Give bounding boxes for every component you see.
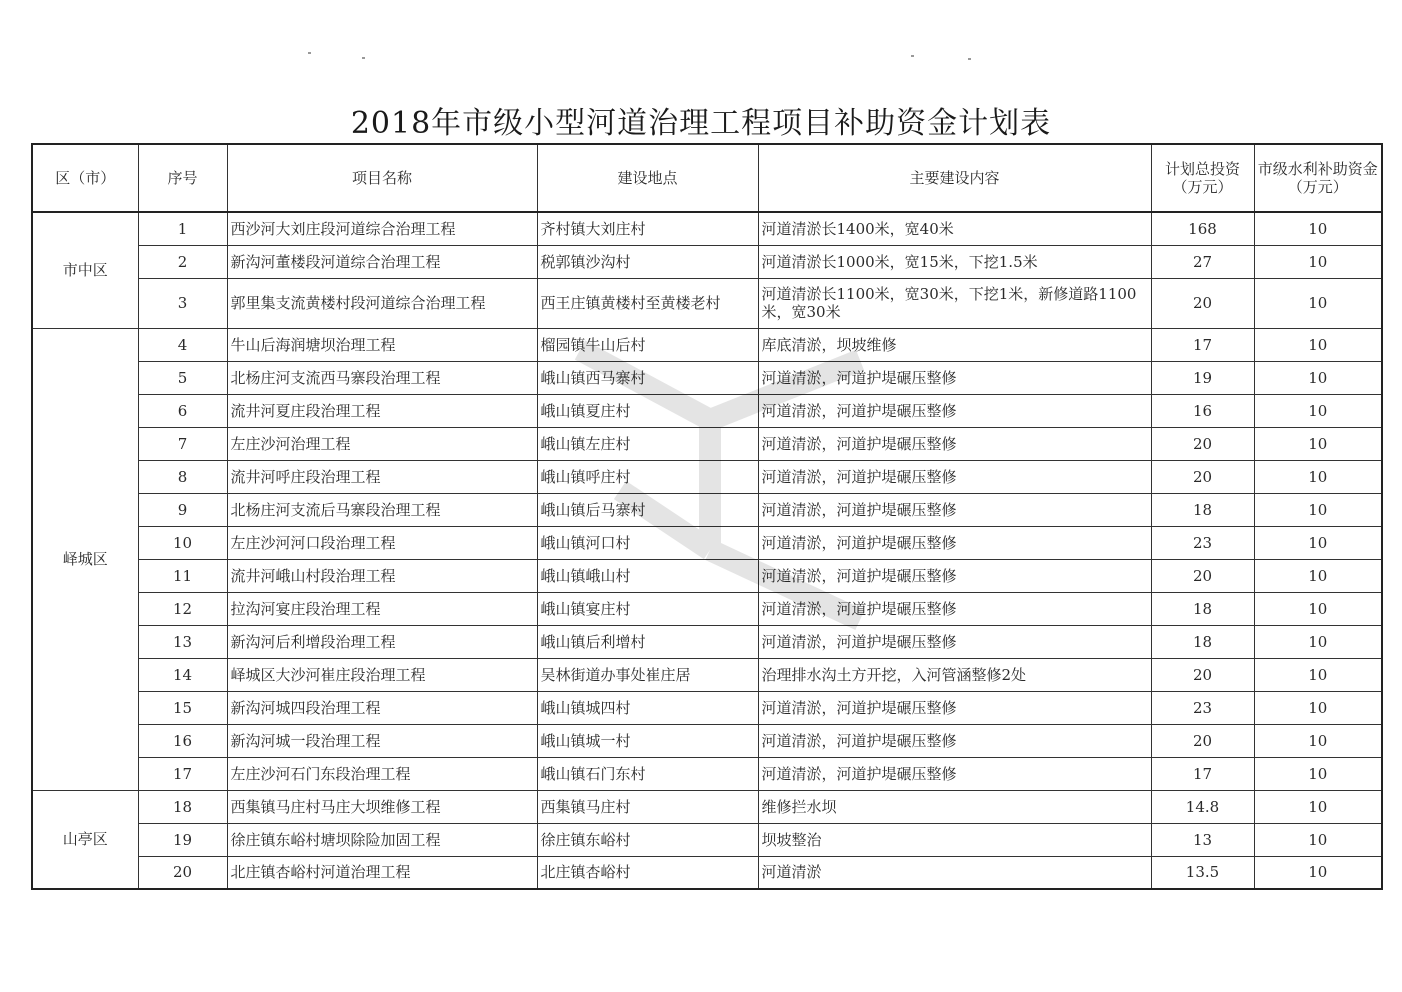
investment-cell: 13 xyxy=(1151,823,1254,856)
content-cell: 河道清淤，河道护堤碾压整修 xyxy=(758,592,1151,625)
row-number-cell: 16 xyxy=(138,724,227,757)
content-cell: 河道清淤，河道护堤碾压整修 xyxy=(758,394,1151,427)
project-name-cell: 流井河峨山村段治理工程 xyxy=(227,559,537,592)
content-cell: 河道清淤，河道护堤碾压整修 xyxy=(758,625,1151,658)
content-cell: 河道清淤长1000米，宽15米，下挖1.5米 xyxy=(758,245,1151,278)
row-number-cell: 17 xyxy=(138,757,227,790)
scan-speck xyxy=(362,57,365,59)
table-row xyxy=(32,427,1382,460)
subsidy-cell: 10 xyxy=(1254,493,1382,526)
subsidy-cell: 10 xyxy=(1254,856,1382,889)
project-name-cell: 拉沟河宴庄段治理工程 xyxy=(227,592,537,625)
investment-cell: 23 xyxy=(1151,691,1254,724)
row-number-cell: 6 xyxy=(138,394,227,427)
table-row xyxy=(32,460,1382,493)
table-row xyxy=(32,212,1382,245)
subsidy-cell: 10 xyxy=(1254,394,1382,427)
subsidy-cell: 10 xyxy=(1254,592,1382,625)
row-number-cell: 10 xyxy=(138,526,227,559)
content-cell: 河道清淤，河道护堤碾压整修 xyxy=(758,691,1151,724)
table-row xyxy=(32,493,1382,526)
location-cell: 西王庄镇黄楼村至黄楼老村 xyxy=(537,278,758,328)
header-subsidy: 市级水利补助资金（万元） xyxy=(1254,144,1382,212)
investment-cell: 20 xyxy=(1151,559,1254,592)
table-row xyxy=(32,559,1382,592)
investment-cell: 18 xyxy=(1151,592,1254,625)
table-row xyxy=(32,394,1382,427)
row-number-cell: 8 xyxy=(138,460,227,493)
table-row xyxy=(32,625,1382,658)
header-location: 建设地点 xyxy=(537,144,758,212)
row-number-cell: 14 xyxy=(138,658,227,691)
table-row xyxy=(32,361,1382,394)
project-name-cell: 新沟河董楼段河道综合治理工程 xyxy=(227,245,537,278)
subsidy-cell: 10 xyxy=(1254,427,1382,460)
subsidy-cell: 10 xyxy=(1254,724,1382,757)
project-name-cell: 峄城区大沙河崔庄段治理工程 xyxy=(227,658,537,691)
table-row xyxy=(32,278,1382,328)
project-name-cell: 北杨庄河支流后马寨段治理工程 xyxy=(227,493,537,526)
subsidy-cell: 10 xyxy=(1254,658,1382,691)
subsidy-cell: 10 xyxy=(1254,691,1382,724)
row-number-cell: 18 xyxy=(138,790,227,823)
scan-speck xyxy=(308,52,311,54)
investment-cell: 168 xyxy=(1151,212,1254,245)
row-number-cell: 11 xyxy=(138,559,227,592)
project-name-cell: 北庄镇杏峪村河道治理工程 xyxy=(227,856,537,889)
project-name-cell: 徐庄镇东峪村塘坝除险加固工程 xyxy=(227,823,537,856)
content-cell: 河道清淤，河道护堤碾压整修 xyxy=(758,757,1151,790)
table-row xyxy=(32,724,1382,757)
district-cell: 峄城区 xyxy=(32,328,138,790)
content-cell: 河道清淤，河道护堤碾压整修 xyxy=(758,493,1151,526)
location-cell: 峨山镇城一村 xyxy=(537,724,758,757)
row-number-cell: 12 xyxy=(138,592,227,625)
investment-cell: 17 xyxy=(1151,328,1254,361)
table-header-row xyxy=(32,144,1382,212)
location-cell: 峨山镇呼庄村 xyxy=(537,460,758,493)
content-cell: 河道清淤，河道护堤碾压整修 xyxy=(758,724,1151,757)
content-cell: 坝坡整治 xyxy=(758,823,1151,856)
project-name-cell: 郭里集支流黄楼村段河道综合治理工程 xyxy=(227,278,537,328)
content-cell: 河道清淤，河道护堤碾压整修 xyxy=(758,361,1151,394)
subsidy-cell: 10 xyxy=(1254,460,1382,493)
district-cell: 市中区 xyxy=(32,212,138,328)
project-name-cell: 左庄沙河河口段治理工程 xyxy=(227,526,537,559)
investment-cell: 23 xyxy=(1151,526,1254,559)
subsidy-cell: 10 xyxy=(1254,212,1382,245)
subsidy-cell: 10 xyxy=(1254,757,1382,790)
table-row xyxy=(32,823,1382,856)
row-number-cell: 9 xyxy=(138,493,227,526)
row-number-cell: 5 xyxy=(138,361,227,394)
project-name-cell: 新沟河城一段治理工程 xyxy=(227,724,537,757)
table-row xyxy=(32,691,1382,724)
content-cell: 河道清淤 xyxy=(758,856,1151,889)
table-row xyxy=(32,328,1382,361)
row-number-cell: 7 xyxy=(138,427,227,460)
content-cell: 库底清淤，坝坡维修 xyxy=(758,328,1151,361)
subsidy-cell: 10 xyxy=(1254,790,1382,823)
row-number-cell: 3 xyxy=(138,278,227,328)
subsidy-cell: 10 xyxy=(1254,526,1382,559)
table-row xyxy=(32,526,1382,559)
subsidy-cell: 10 xyxy=(1254,823,1382,856)
investment-cell: 20 xyxy=(1151,427,1254,460)
location-cell: 榴园镇牛山后村 xyxy=(537,328,758,361)
content-cell: 治理排水沟土方开挖，入河管涵整修2处 xyxy=(758,658,1151,691)
row-number-cell: 2 xyxy=(138,245,227,278)
investment-cell: 27 xyxy=(1151,245,1254,278)
investment-cell: 16 xyxy=(1151,394,1254,427)
table-row xyxy=(32,757,1382,790)
location-cell: 峨山镇左庄村 xyxy=(537,427,758,460)
header-name: 项目名称 xyxy=(227,144,537,212)
table-row xyxy=(32,790,1382,823)
location-cell: 吴林街道办事处崔庄居 xyxy=(537,658,758,691)
subsidy-plan-table xyxy=(31,143,1383,890)
project-name-cell: 流井河夏庄段治理工程 xyxy=(227,394,537,427)
investment-cell: 20 xyxy=(1151,278,1254,328)
investment-cell: 13.5 xyxy=(1151,856,1254,889)
subsidy-cell: 10 xyxy=(1254,328,1382,361)
project-name-cell: 新沟河城四段治理工程 xyxy=(227,691,537,724)
content-cell: 河道清淤，河道护堤碾压整修 xyxy=(758,526,1151,559)
location-cell: 西集镇马庄村 xyxy=(537,790,758,823)
location-cell: 齐村镇大刘庄村 xyxy=(537,212,758,245)
row-number-cell: 15 xyxy=(138,691,227,724)
investment-cell: 18 xyxy=(1151,625,1254,658)
investment-cell: 20 xyxy=(1151,724,1254,757)
location-cell: 税郭镇沙沟村 xyxy=(537,245,758,278)
content-cell: 河道清淤长1400米，宽40米 xyxy=(758,212,1151,245)
row-number-cell: 4 xyxy=(138,328,227,361)
project-name-cell: 北杨庄河支流西马寨段治理工程 xyxy=(227,361,537,394)
investment-cell: 18 xyxy=(1151,493,1254,526)
subsidy-cell: 10 xyxy=(1254,278,1382,328)
location-cell: 北庄镇杏峪村 xyxy=(537,856,758,889)
subsidy-cell: 10 xyxy=(1254,559,1382,592)
investment-cell: 19 xyxy=(1151,361,1254,394)
subsidy-cell: 10 xyxy=(1254,625,1382,658)
content-cell: 河道清淤，河道护堤碾压整修 xyxy=(758,427,1151,460)
investment-cell: 20 xyxy=(1151,658,1254,691)
table-row xyxy=(32,856,1382,889)
table-row xyxy=(32,245,1382,278)
district-cell: 山亭区 xyxy=(32,790,138,889)
project-name-cell: 新沟河后利增段治理工程 xyxy=(227,625,537,658)
row-number-cell: 1 xyxy=(138,212,227,245)
header-investment: 计划总投资（万元） xyxy=(1151,144,1254,212)
content-cell: 河道清淤长1100米，宽30米，下挖1米，新修道路1100米，宽30米 xyxy=(758,278,1151,328)
table-row xyxy=(32,658,1382,691)
location-cell: 峨山镇后利增村 xyxy=(537,625,758,658)
row-number-cell: 19 xyxy=(138,823,227,856)
row-number-cell: 20 xyxy=(138,856,227,889)
scan-speck xyxy=(968,58,971,60)
location-cell: 峨山镇西马寨村 xyxy=(537,361,758,394)
page-title: 2018年市级小型河道治理工程项目补助资金计划表 xyxy=(350,106,1052,141)
content-cell: 河道清淤，河道护堤碾压整修 xyxy=(758,559,1151,592)
content-cell: 维修拦水坝 xyxy=(758,790,1151,823)
project-name-cell: 牛山后海润塘坝治理工程 xyxy=(227,328,537,361)
location-cell: 峨山镇宴庄村 xyxy=(537,592,758,625)
location-cell: 峨山镇城四村 xyxy=(537,691,758,724)
investment-cell: 14.8 xyxy=(1151,790,1254,823)
investment-cell: 17 xyxy=(1151,757,1254,790)
location-cell: 峨山镇河口村 xyxy=(537,526,758,559)
project-name-cell: 西集镇马庄村马庄大坝维修工程 xyxy=(227,790,537,823)
subsidy-cell: 10 xyxy=(1254,245,1382,278)
project-name-cell: 流井河呼庄段治理工程 xyxy=(227,460,537,493)
project-name-cell: 左庄沙河治理工程 xyxy=(227,427,537,460)
investment-cell: 20 xyxy=(1151,460,1254,493)
table-row xyxy=(32,592,1382,625)
location-cell: 徐庄镇东峪村 xyxy=(537,823,758,856)
location-cell: 峨山镇后马寨村 xyxy=(537,493,758,526)
project-name-cell: 左庄沙河石门东段治理工程 xyxy=(227,757,537,790)
location-cell: 峨山镇夏庄村 xyxy=(537,394,758,427)
header-content: 主要建设内容 xyxy=(758,144,1151,212)
location-cell: 峨山镇石门东村 xyxy=(537,757,758,790)
location-cell: 峨山镇峨山村 xyxy=(537,559,758,592)
header-no: 序号 xyxy=(138,144,227,212)
content-cell: 河道清淤，河道护堤碾压整修 xyxy=(758,460,1151,493)
header-district: 区（市） xyxy=(32,144,138,212)
subsidy-cell: 10 xyxy=(1254,361,1382,394)
scan-speck xyxy=(911,55,914,57)
project-name-cell: 西沙河大刘庄段河道综合治理工程 xyxy=(227,212,537,245)
row-number-cell: 13 xyxy=(138,625,227,658)
